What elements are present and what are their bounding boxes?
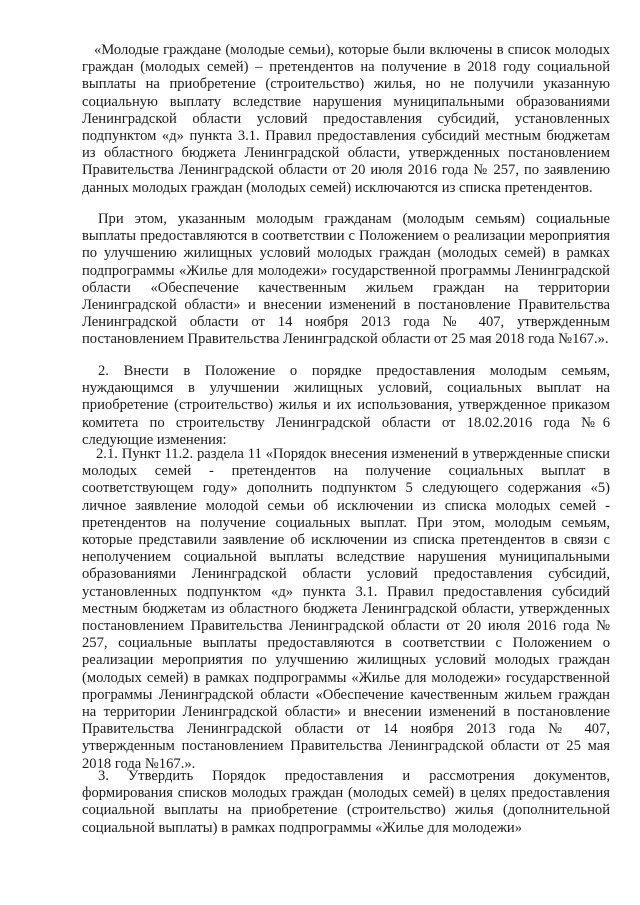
paragraph-item-2-amendments: 2. Внести в Положение о порядке предоставления молодым семьям, нуждающимся в улучшении жилищных условий, социальных выплат на приобретение (строительство) жилья и их использования, утвержденное приказом комитета по строительству Ленинградской области от 18.02.2016 года №6 следующие изменения: (82, 363, 610, 448)
paragraph-item-3-approve-procedure: 3. Утвердить Порядок предоставления и рассмотрения документов, формирования списков молодых граждан (молодых семей) в целях предоставления социальной выплаты на приобретение (строительство) жилья (дополнительной социальной выплаты) в рамках подпрограммы «Жилье для молодежи» (82, 768, 610, 836)
paragraph-excluded-young-citizens: «Молодые граждане (молодые семьи), которые были включены в список молодых граждан (молодых семей) – претендентов на получение в 2018 году социальной выплаты на приобретение (строительство) жилья, но не получили указанную социальную выплату вследствие нарушения муниципальными образованиями Ленинградской области условий предоставления субсидий, установленных подпунктом «д» пункта 3.1. Правил предоставления субсидий местным бюджетам из областного бюджета Ленинградской области, утвержденных постановлением Правительства Ленинградской области от 20 июля 2016 года № 257, по заявлению данных молодых граждан (молодых семей) исключаются из списка претендентов. (82, 42, 610, 196)
paragraph-item-2-1-subclause: 2.1. Пункт 11.2. раздела 11 «Порядок внесения изменений в утвержденные списки молодых семей - претендентов на получение социальных выплат в соответствующем году» дополнить подпунктом 5 следующего содержания «5) личное заявление молодой семьи об исключении из списка молодых семей - претендентов на получение социальных выплат. При этом, молодым семьям, которые представили заявление об исключении из списка претендентов в связи с неполучением социальной выплаты вследствие нарушения муниципальными образованиями Ленинградской области условий предоставления субсидий, установленных подпунктом «д» пункта 3.1. Правил предоставления субсидий местным бюджетам из областного бюджета Ленинградской области, утвержденных постановлением Правительства Ленинградской области от 20 июля 2016 года № 257, социальные выплаты предоставляются в соответствии с Положением о реализации мероприятия по улучшению жилищных условий молодых граждан (молодых семей) в рамках подпрограммы «Жилье для молодежи» государственной программы Ленинградской области «Обеспечение качественным жильем граждан на территории Ленинградской области» и внесении изменений в постановление Правительства Ленинградской области от 14 ноября 2013 года № 407, утвержденным постановлением Правительства Ленинградской области от 25 мая 2018 года №167.». (82, 446, 610, 772)
paragraph-social-payments-provision: При этом, указанным молодым гражданам (молодым семьям) социальные выплаты предоставляются в соответствии с Положением о реализации мероприятия по улучшению жилищных условий молодых граждан (молодых семей) в рамках подпрограммы «Жилье для молодежи» государственной программы Ленинградской области «Обеспечение качественным жильем граждан на территории Ленинградской области» и внесении изменений в постановление Правительства Ленинградской области от 14 ноября 2013 года № 407, утвержденным постановлением Правительства Ленинградской области от 25 мая 2018 года №167.». (82, 211, 610, 348)
